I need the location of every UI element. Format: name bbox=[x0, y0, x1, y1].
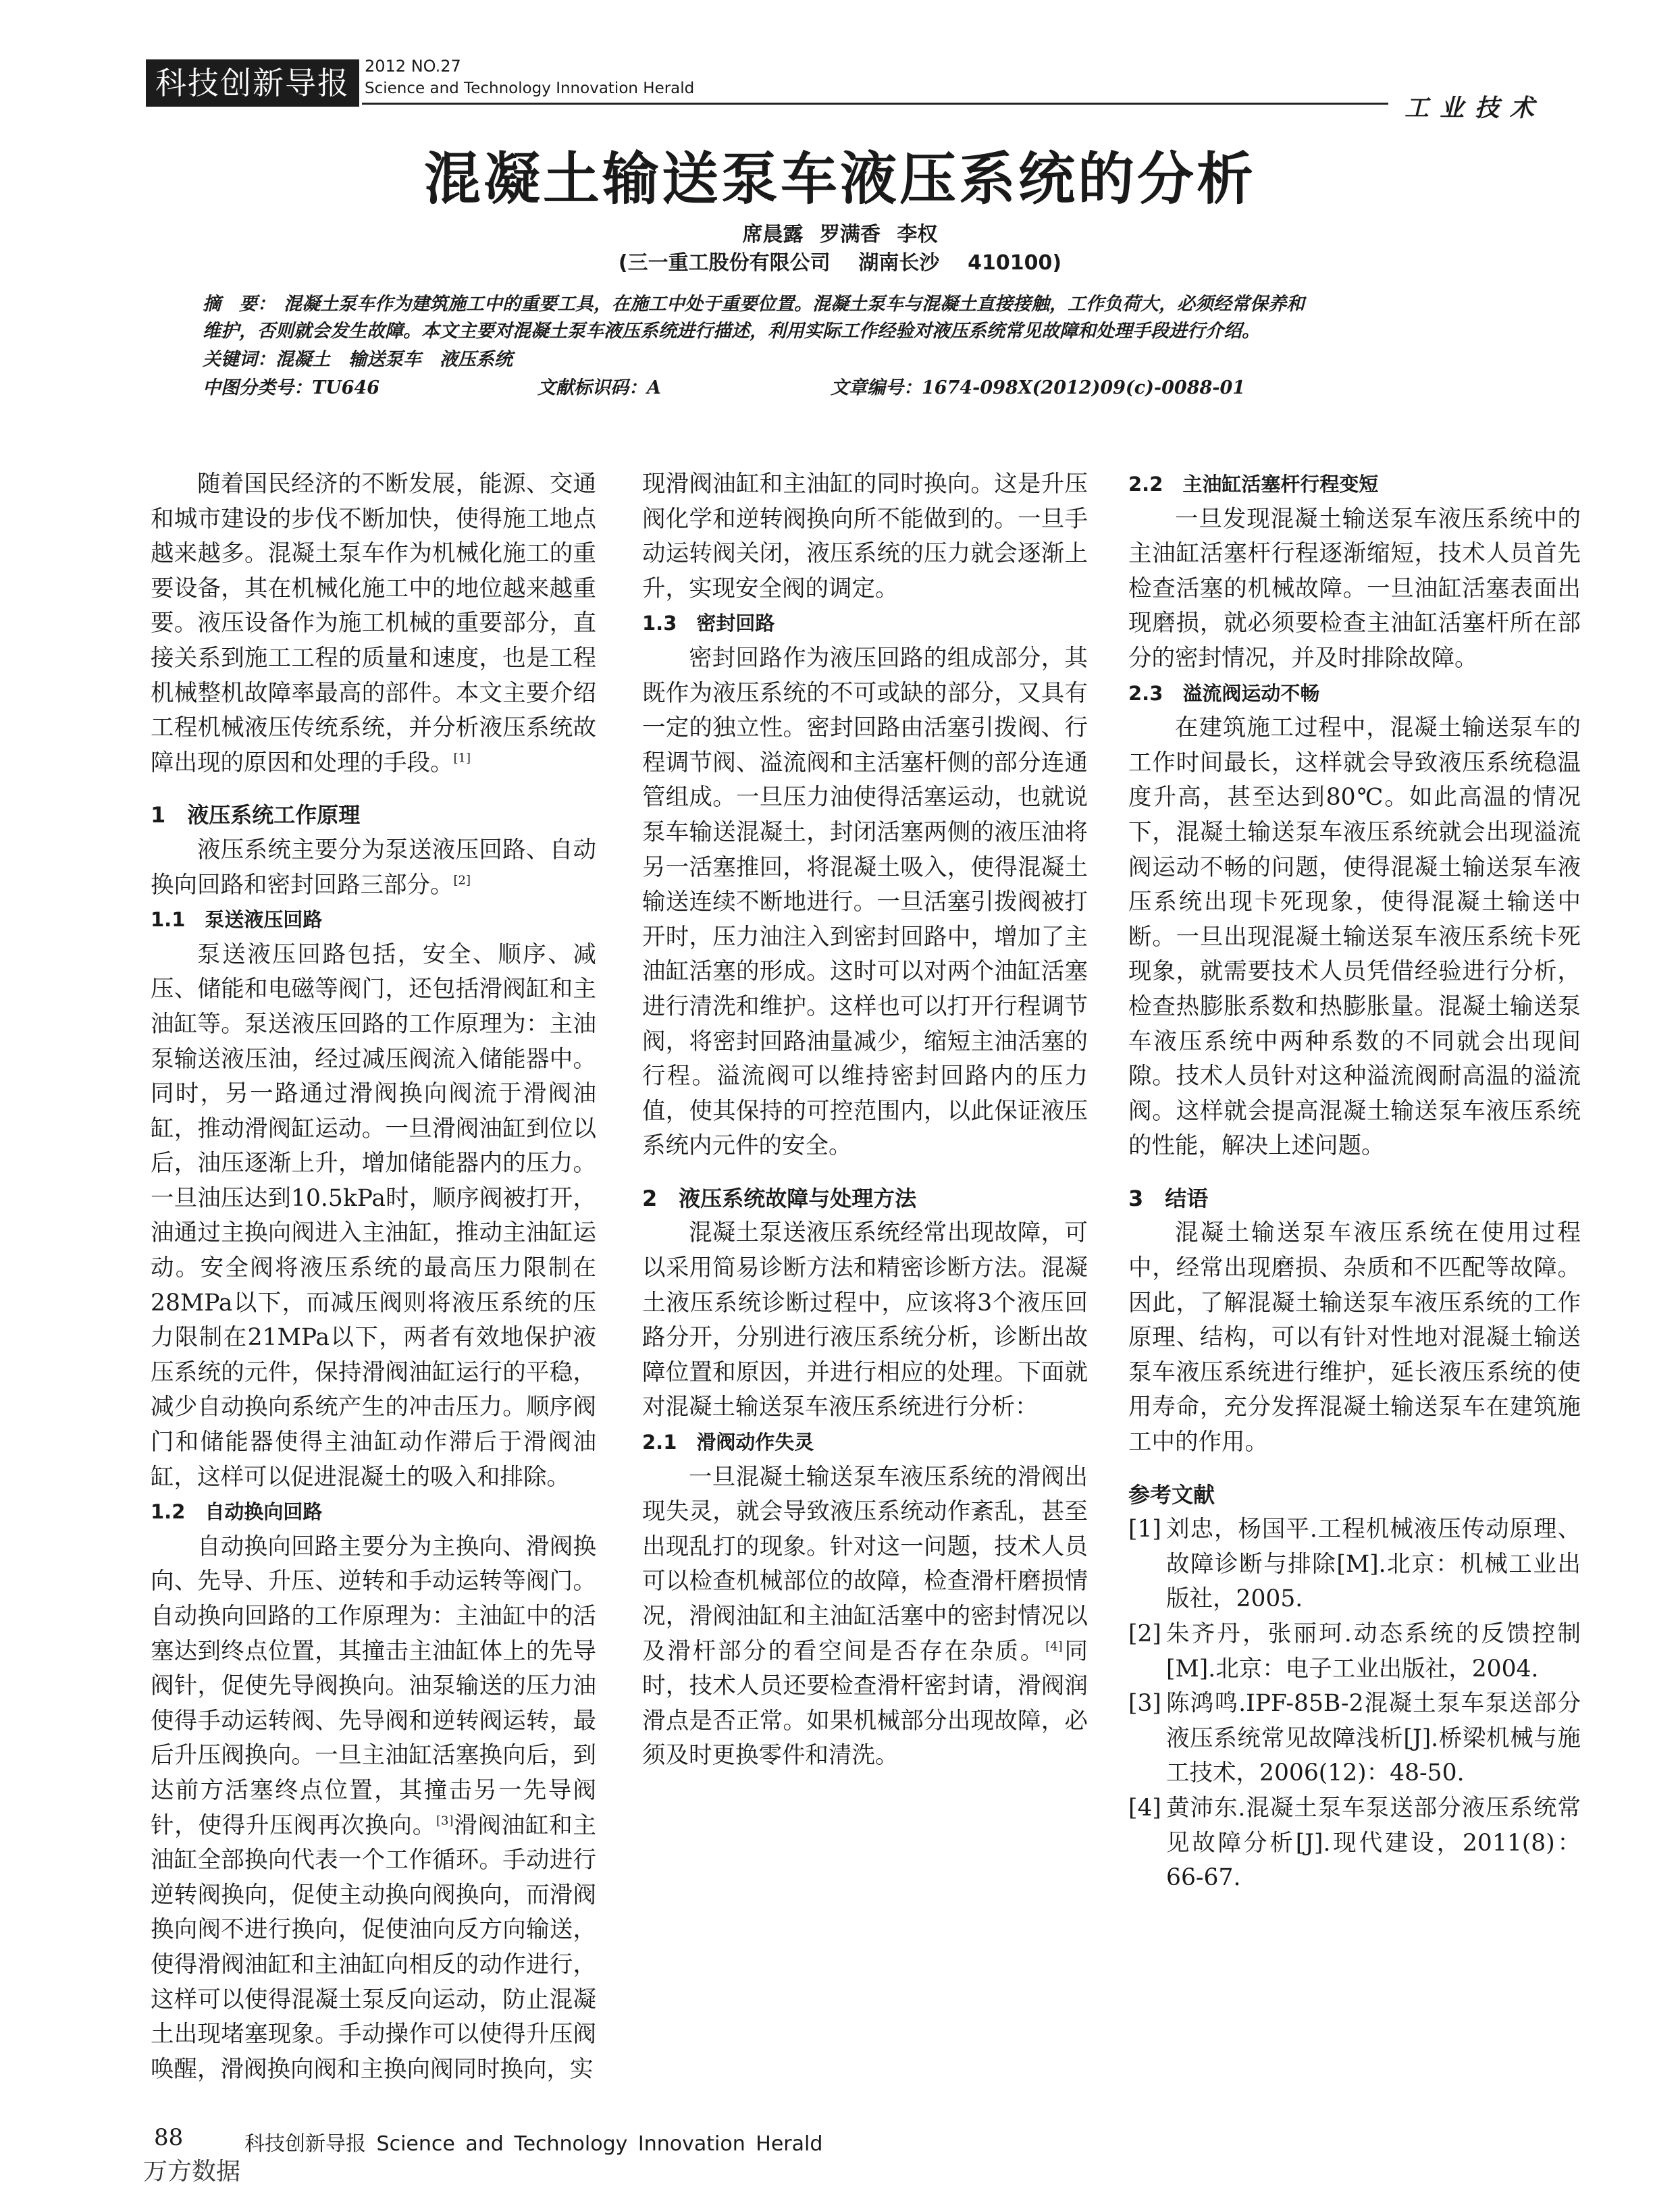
page-number: 88 bbox=[154, 2124, 184, 2151]
column-3 bbox=[1128, 467, 1581, 1896]
affiliation: (三一重工股份有限公司 湖南长沙 410100) bbox=[618, 251, 1062, 275]
header-rule bbox=[362, 103, 1388, 105]
column-2 bbox=[642, 467, 1088, 1774]
article-title: 混凝土输送泵车液压系统的分析 bbox=[423, 146, 1256, 212]
subsection-heading: 1.3 密封回路 bbox=[642, 612, 775, 635]
section-tag: 工业技术 bbox=[1405, 94, 1546, 122]
paragraph: 泵送液压回路包括，安全、顺序、减压、储能和电磁等阀门，还包括滑阀缸和主油缸等。泵送液压回路的工作原理为：主油泵输送液压油，经过减压阀流入储能器中。同时，另一路通过滑阀换向阀流于滑阀油缸，推动滑阀缸运动。一旦滑阀油缸到位以后，油压逐渐上升，增加储能器内的压力。一旦油压达到10.5kPa时，顺序阀被打开，油通过主换向阀进入主油缸，推动主油缸运动。安全阀将液压系统的最高压力限制在28MPa以下，而减压阀则将液压系统的压力限制在21MPa以下，两者有效地保护液压系统的元件，保持滑阀油缸运行的平稳，减少自动换向系统产生的冲击压力。顺序阀门和储能器使得主油缸动作滞后于滑阀油缸，这样可以促进混凝土的吸入和排除。 bbox=[151, 941, 596, 1491]
section-heading: 1 液压系统工作原理 bbox=[151, 802, 361, 828]
clc-number: 中图分类号：TU646 bbox=[203, 377, 379, 398]
reference-item: [4] 黄沛东.混凝土泵车泵送部分液压系统常见故障分析[J].现代建设，2011(8)：66-67. bbox=[1128, 1794, 1581, 1892]
paragraph: 一旦发现混凝土输送泵车液压系统中的主油缸活塞杆行程逐渐缩短，技术人员首先检查活塞的机械故障。一旦油缸活塞表面出现磨损，就必须要检查主油缸活塞杆所在部分的密封情况，并及时排除故障。 bbox=[1128, 505, 1581, 672]
subsection-heading: 1.2 自动换向回路 bbox=[151, 1500, 323, 1524]
paragraph: 在建筑施工过程中，混凝土输送泵车的工作时间最长，这样就会导致液压系统稳温度升高，甚至达到80℃。如此高温的情况下，混凝土输送泵车液压系统就会出现溢流阀运动不畅的问题，使得混凝土输送泵车液压系统出现卡死现象，使得混凝土输送中断。一旦出现混凝土输送泵车液压系统卡死现象，就需要技术人员凭借经验进行分析，检查热膨胀系数和热膨胀量。混凝土输送泵车液压系统中两种系数的不同就会出现间隙。技术人员针对这种溢流阀耐高温的溢流阀。这样就会提高混凝土输送泵车液压系统的性能，解决上述问题。 bbox=[1128, 714, 1581, 1160]
reference-item: [1] 刘忠，杨国平.工程机械液压传动原理、故障诊断与排除[M].北京：机械工业出版社，2005. bbox=[1128, 1516, 1581, 1613]
keywords: 关键词：混凝土 输送泵车 液压系统 bbox=[203, 349, 513, 370]
abstract-text-line1: 混凝土泵车作为建筑施工中的重要工具，在施工中处于重要位置。混凝土泵车与混凝土直接接触，工作负荷大，必须经常保养和 bbox=[284, 294, 1305, 315]
paragraph: 液压系统主要分为泵送液压回路、自动换向回路和密封回路三部分。[2] bbox=[151, 836, 596, 899]
column-1 bbox=[151, 467, 596, 2087]
citation: [3] bbox=[436, 1814, 454, 1828]
references-heading: 参考文献 bbox=[1128, 1481, 1215, 1508]
paragraph-continued: 现滑阀油缸和主油缸的同时换向。这是升压阀化学和逆转阀换向所不能做到的。一旦手动运转阀关闭，液压系统的压力就会逐渐上升，实现安全阀的调定。 bbox=[642, 471, 1088, 602]
subsection-heading: 1.1 泵送液压回路 bbox=[151, 908, 323, 932]
issue-number: 2012 NO.27 bbox=[365, 57, 461, 76]
abstract-text-line2: 维护，否则就会发生故障。本文主要对混凝土泵车液压系统进行描述，利用实际工作经验对液压系统常见故障和处理手段进行介绍。 bbox=[203, 321, 1260, 342]
journal-english-name: Science and Technology Innovation Herald bbox=[365, 80, 695, 97]
reference-item: [3] 陈鸿鸣.IPF-85B-2混凝土泵车泵送部分液压系统常见故障浅析[J].桥梁机械与施工技术，2006(12)：48-50. bbox=[1128, 1690, 1581, 1787]
reference-item: [2] 朱齐丹，张丽珂.动态系统的反馈控制[M].北京：电子工业出版社，2004. bbox=[1128, 1620, 1581, 1683]
section-heading: 2 液压系统故障与处理方法 bbox=[642, 1185, 917, 1211]
subsection-heading: 2.2 主油缸活塞杆行程变短 bbox=[1128, 473, 1379, 496]
citation: [4] bbox=[1045, 1639, 1063, 1654]
abstract-label: 摘 要： bbox=[203, 294, 275, 315]
paragraph: 混凝土输送泵车液压系统在使用过程中，经常出现磨损、杂质和不匹配等故障。因此，了解混凝土输送泵车液压系统的工作原理、结构，可以有针对性地对混凝土输送泵车液压系统进行维护，延长液压系统的使用寿命，充分发挥混凝土输送泵车在建筑施工中的作用。 bbox=[1128, 1219, 1581, 1456]
watermark: 万方数据 bbox=[143, 2158, 241, 2186]
subsection-heading: 2.3 溢流阀运动不畅 bbox=[1128, 681, 1320, 705]
subsection-heading: 2.1 滑阀动作失灵 bbox=[642, 1431, 814, 1454]
journal-logo: 科技创新导报 bbox=[146, 59, 359, 107]
footer-journal: 科技创新导报 Science and Technology Innovation Herald bbox=[244, 2132, 823, 2156]
section-heading: 3 结语 bbox=[1128, 1185, 1209, 1211]
citation: [1] bbox=[453, 751, 471, 766]
document-code: 文献标识码：A bbox=[537, 377, 661, 398]
paragraph: 一旦混凝土输送泵车液压系统的滑阀出现失灵，就会导致液压系统动作紊乱，甚至出现乱打的现象。针对这一问题，技术人员可以检查机械部位的故障，检查滑杆磨损情况，滑阀油缸和主油缸活塞中的密封情况以及滑杆部分的看空间是否存在杂质。[4]同时，技术人员还要检查滑杆密封请，滑阀润滑点是否正常。如果机械部分出现故障，必须及时更换零件和清洗。 bbox=[642, 1463, 1088, 1770]
paragraph: 混凝土泵送液压系统经常出现故障，可以采用简易诊断方法和精密诊断方法。混凝土液压系统诊断过程中，应该将3个液压回路分开，分别进行液压系统分析，诊断出故障位置和原因，并进行相应的处理。下面就对混凝土输送泵车液压系统进行分析： bbox=[642, 1219, 1088, 1421]
paragraph: 密封回路作为液压回路的组成部分，其既作为液压系统的不可或缺的部分，又具有一定的独立性。密封回路由活塞引拨阀、行程调节阀、溢流阀和主活塞杆侧的部分连通管组成。一旦压力油使得活塞运动，也就说泵车输送混凝土，封闭活塞两侧的液压油将另一活塞推回，将混凝土吸入，使得混凝土输送连续不断地进行。一旦活塞引拨阀被打开时，压力油注入到密封回路中，增加了主油缸活塞的形成。这时可以对两个油缸活塞进行清洗和维护。这样也可以打开行程调节阀，将密封回路油量减少，缩短主油活塞的行程。溢流阀可以维持密封回路内的压力值，使其保持的可控范围内，以此保证液压系统内元件的安全。 bbox=[642, 644, 1088, 1160]
authors: 席晨露 罗满香 李权 bbox=[742, 223, 938, 246]
paragraph: 自动换向回路主要分为主换向、滑阀换向、先导、升压、逆转和手动运转等阀门。自动换向回路的工作原理为：主油缸中的活塞达到终点位置，其撞击主油缸体上的先导阀针，促使先导阀换向。油泵输送的压力油使得手动运转阀、先导阀和逆转阀运转，最后升压阀换向。一旦主油缸活塞换向后，到达前方活塞终点位置，其撞击另一先导阀针，使得升压阀再次换向。[3]滑阀油缸和主油缸全部换向代表一个工作循环。手动进行逆转阀换向，促使主动换向阀换向，而滑阀换向阀不进行换向，促使油向反方向输送，使得滑阀油缸和主油缸向相反的动作进行，这样可以使得混凝土泵反向运动，防止混凝土出现堵塞现象。手动操作可以使得升压阀唤醒，滑阀换向阀和主换向阀同时换向，实 bbox=[151, 1533, 596, 2083]
intro-paragraph: 随着国民经济的不断发展，能源、交通和城市建设的步伐不断加快，使得施工地点越来越多。混凝土泵车作为机械化施工的重要设备，其在机械化施工中的地位越来越重要。液压设备作为施工机械的重要部分，直接关系到施工工程的质量和速度，也是工程机械整机故障率最高的部件。本文主要介绍工程机械液压传统系统，并分析液压系统故障出现的原因和处理的手段。[1] bbox=[151, 471, 596, 776]
citation: [2] bbox=[453, 873, 471, 888]
article-number: 文章编号：1674-098X(2012)09(c)-0088-01 bbox=[831, 377, 1246, 398]
